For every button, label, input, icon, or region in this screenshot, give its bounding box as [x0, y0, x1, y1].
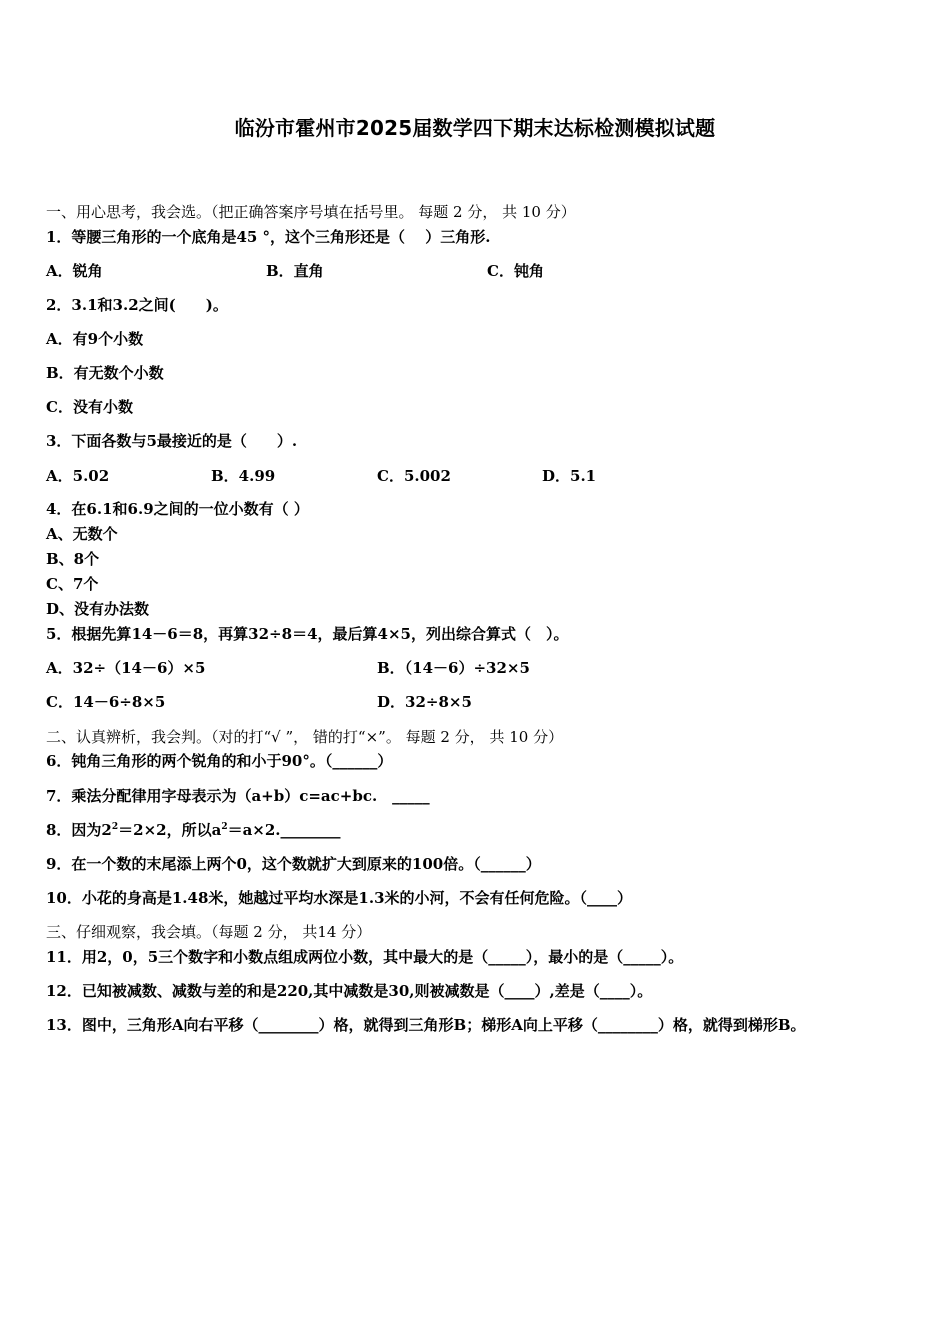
question-13: 13．图中，三角形A向右平移（________）格，就得到三角形B；梯形A向上平移（________）格，就得到梯形B。 — [46, 1016, 806, 1034]
q1-option-b: B．直角 — [266, 262, 324, 280]
q8-part-a: 8．因为2 — [46, 821, 112, 839]
question-9: 9．在一个数的末尾添上两个0，这个数就扩大到原来的100倍。（______） — [46, 855, 541, 873]
q8-part-b: ＝2×2，所以a — [118, 821, 222, 839]
q5-option-a: A．32÷（14－6）×5 — [46, 659, 206, 677]
q4-option-a: A、无数个 — [46, 525, 118, 543]
question-3: 3．下面各数与5最接近的是（ ）. — [46, 432, 298, 450]
q4-option-c: C、7个 — [46, 575, 99, 593]
q8-part-c: ＝a×2.________ — [227, 821, 341, 839]
section-2-heading: 二、认真辨析，我会判。（对的打“√ ”， 错的打“×”。 每题 2 分， 共 10 分） — [46, 728, 564, 746]
q3-option-b: B．4.99 — [211, 467, 276, 485]
question-6: 6．钝角三角形的两个锐角的和小于90°。（______） — [46, 752, 393, 770]
q2-option-c: C．没有小数 — [46, 398, 133, 416]
question-7: 7．乘法分配律用字母表示为（a+b）c=ac+bc. _____ — [46, 787, 430, 805]
section-1-heading: 一、用心思考，我会选。（把正确答案序号填在括号里。 每题 2 分， 共 10 分） — [46, 203, 576, 221]
question-12: 12．已知被减数、减数与差的和是220,其中减数是30,则被减数是（____）,差是（____）。 — [46, 982, 653, 1000]
q5-option-b: B．（14－6）÷32×5 — [377, 659, 530, 677]
q2-option-b: B．有无数个小数 — [46, 364, 164, 382]
q3-option-c: C．5.002 — [377, 467, 451, 485]
question-8 — [46, 820, 341, 840]
q3-option-d: D．5.1 — [542, 467, 597, 485]
question-2: 2．3.1和3.2之间( )。 — [46, 296, 228, 314]
question-5: 5．根据先算14－6＝8，再算32÷8＝4，最后算4×5，列出综合算式（ ）。 — [46, 625, 569, 643]
q3-option-a: A．5.02 — [46, 467, 110, 485]
section-3-heading: 三、仔细观察，我会填。（每题 2 分， 共14 分） — [46, 923, 372, 941]
question-10: 10．小花的身高是1.48米，她越过平均水深是1.3米的小河，不会有任何危险。（____） — [46, 889, 633, 907]
q1-option-c: C．钝角 — [487, 262, 544, 280]
q8-exponent-2: 2 — [221, 822, 228, 832]
question-4: 4．在6.1和6.9之间的一位小数有（ ） — [46, 500, 309, 518]
q5-option-d: D．32÷8×5 — [377, 693, 472, 711]
q1-option-a: A．锐角 — [46, 262, 103, 280]
q8-exponent-1: 2 — [111, 822, 119, 832]
q5-option-c: C．14－6÷8×5 — [46, 693, 166, 711]
q4-option-b: B、8个 — [46, 550, 100, 568]
q2-option-a: A．有9个小数 — [46, 330, 144, 348]
question-11: 11．用2，0，5三个数字和小数点组成两位小数，其中最大的是（_____），最小的是（_____）。 — [46, 948, 684, 966]
question-1: 1．等腰三角形的一个底角是45 °，这个三角形还是（ ）三角形. — [46, 228, 491, 246]
q4-option-d: D、没有办法数 — [46, 600, 150, 618]
page-title: 临汾市霍州市2025届数学四下期末达标检测模拟试题 — [234, 116, 716, 140]
